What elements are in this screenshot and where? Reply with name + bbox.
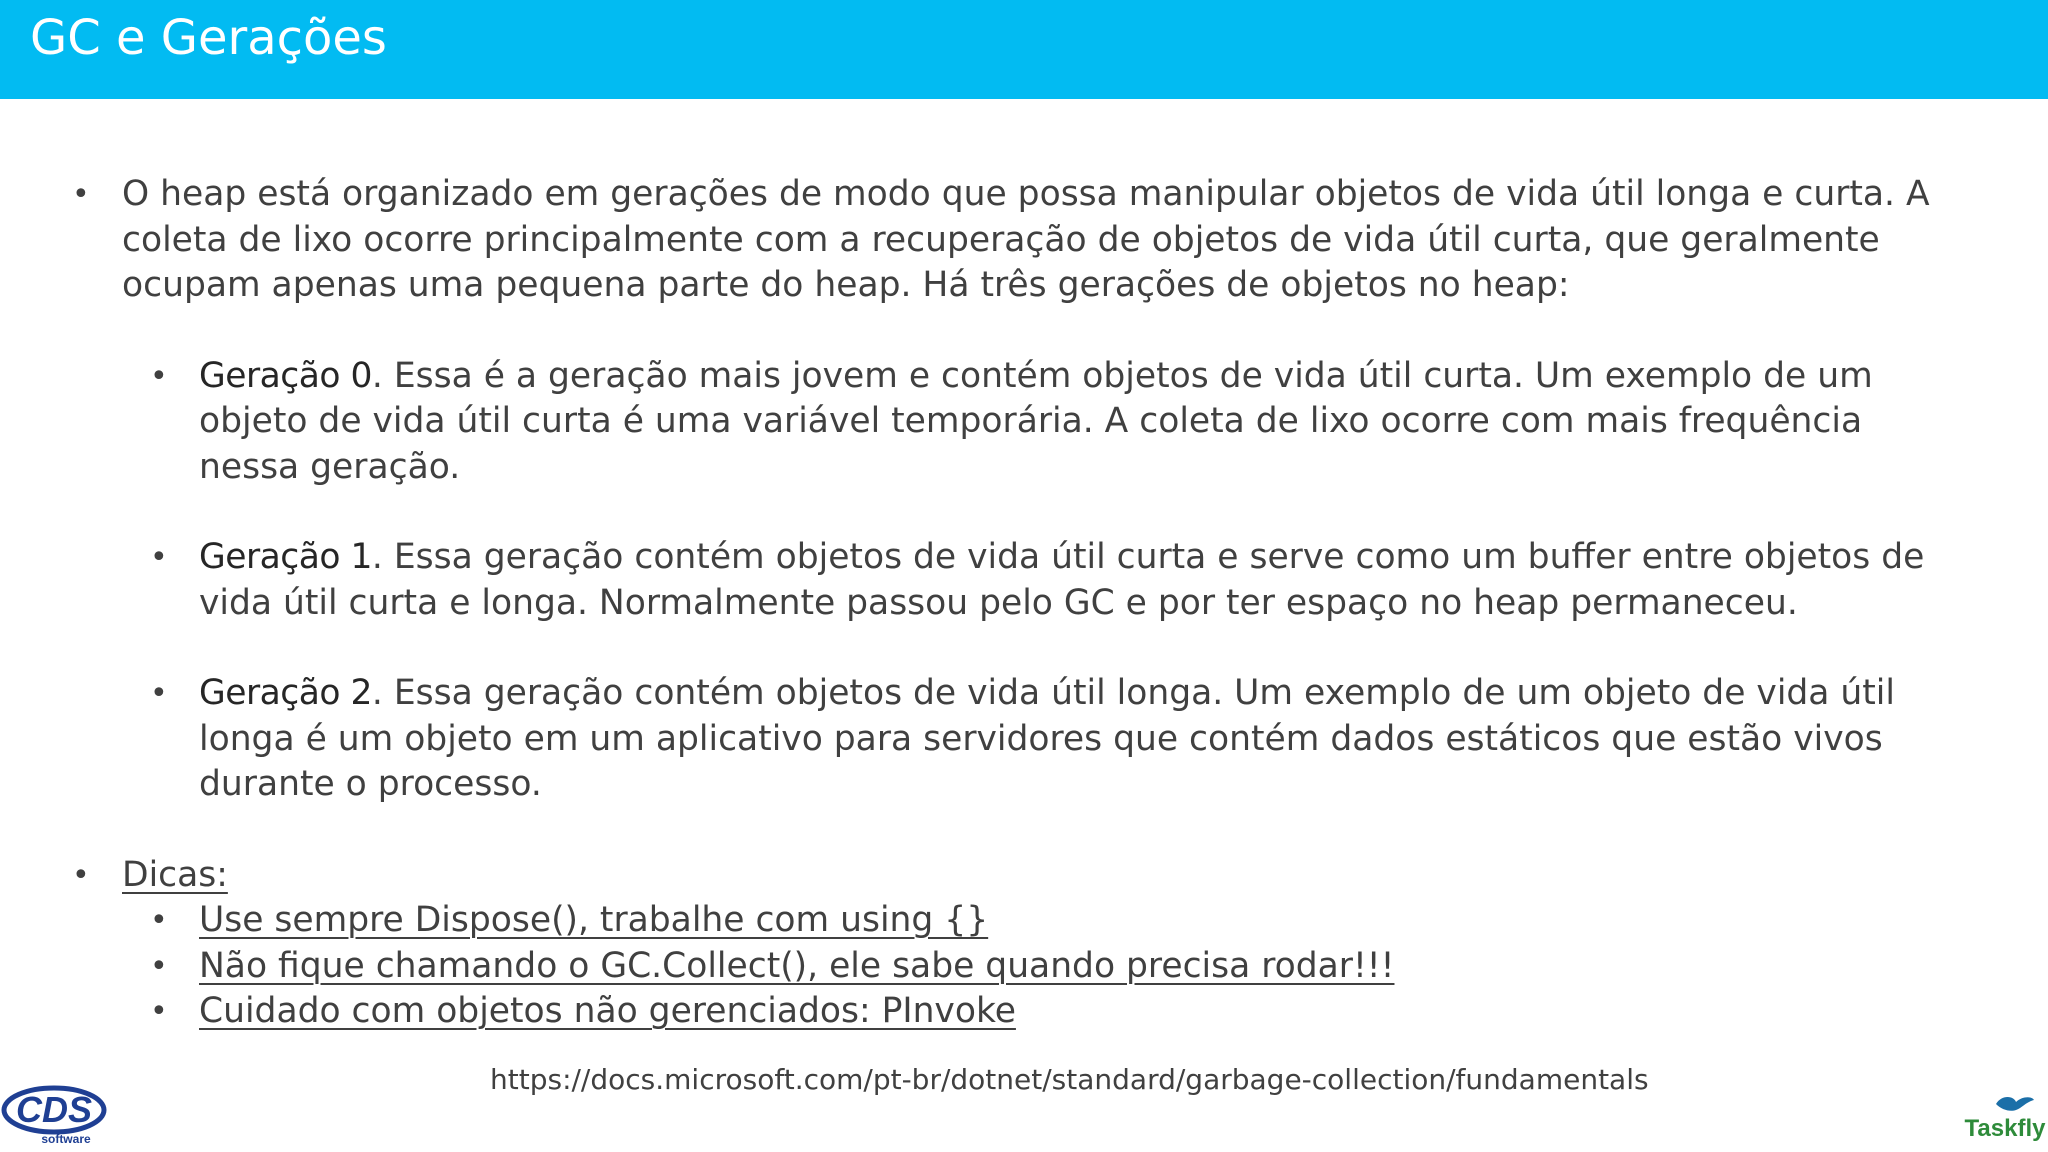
generation-term: Geração 1 [199,537,372,577]
bullet-dot: • [150,994,168,1029]
source-link[interactable]: https://docs.microsoft.com/pt-br/dotnet/standard/garbage-collection/fundamentals [490,1063,1649,1096]
generation-text: . Essa é a geração mais jovem e contém objetos de vida útil curta. Um exemplo de um objeto de vida útil curta é uma variável temporária. A coleta de lixo ocorre com mais frequência nessa geração. [199,355,1873,487]
bullet-dot: • [150,676,168,711]
taskfly-logo [1962,1090,2048,1152]
bullet-generation-2 [72,671,1972,808]
bullet-dot: • [150,948,168,984]
tip-text: Não fique chamando o GC.Collect(), ele sabe quando precisa rodar!!! [199,945,1395,986]
generation-term: Geração 0 [199,355,372,396]
bullet-intro [72,172,1972,309]
cds-logo-sub: software [41,1132,91,1146]
intro-text: O heap está organizado em gerações de modo que possa manipular objetos de vida útil longa e curta. A coleta de lixo ocorre principalmente com a recuperação de objetos de vida útil curta, que geralmente ocupam apenas uma pequena parte do heap. Há três gerações de objetos no heap: [122,174,1930,305]
bullet-tips [72,853,1972,899]
generation-text: . Essa geração contém objetos de vida útil curta e serve como um buffer entre objetos de vida útil curta e longa. Normalmente passou pelo GC e por ter espaço no heap permaneceu. [199,537,1925,623]
tip-item [72,944,1972,990]
tip-item [72,898,1972,944]
tip-text: Use sempre Dispose(), trabalhe com using {} [199,900,989,940]
generation-text: . Essa geração contém objetos de vida útil longa. Um exemplo de um objeto de vida útil longa é um objeto em um aplicativo para servidores que contém dados estáticos que estão vivos durante o processo. [199,673,1895,804]
slide-title: GC e Gerações [30,10,387,66]
cds-software-logo [0,1080,110,1146]
bullet-generation-0 [72,354,1972,491]
bullet-generation-1 [72,535,1972,626]
bullet-dot: • [72,857,90,893]
tip-text: Cuidado com objetos não gerenciados: PInvoke [199,991,1016,1031]
bullet-dot: • [150,358,168,394]
generation-term: Geração 2 [199,673,372,713]
bullet-dot: • [72,177,90,212]
cds-logo-brand: CDS [15,1089,93,1130]
tips-heading: Dicas: [122,854,228,895]
slide-content [72,172,1972,1035]
slide-header [0,0,2048,99]
bullet-dot: • [150,540,168,575]
tip-item [72,989,1972,1035]
bullet-dot: • [150,903,168,938]
bird-icon [1996,1097,2034,1111]
taskfly-logo-brand: Taskfly [1964,1115,2046,1142]
